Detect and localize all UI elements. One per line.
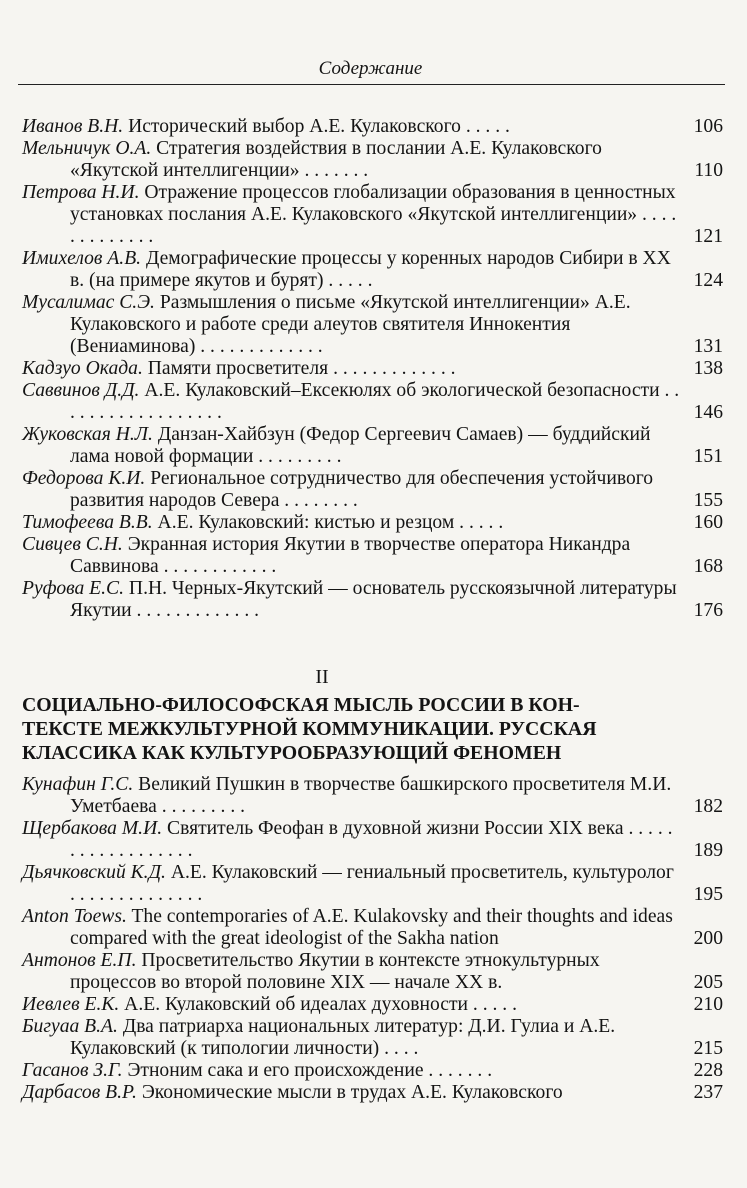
entry-page-number: 131 [693, 336, 723, 357]
section-title [22, 693, 722, 765]
entry-page-number: 106 [693, 116, 723, 137]
dot-leader: . . . . . [323, 270, 373, 291]
entry-title: Демографические процессы у коренных народов Сибири в XX в. (на примере якутов и бурят) [70, 248, 671, 291]
entry-author: Иевлев Е.К. [22, 994, 120, 1015]
entry-page-number: 146 [693, 402, 723, 423]
entry-title: А.Е. Кулаковский–Ексекюлях об экологической безопасности [144, 380, 660, 401]
toc-part-2 [22, 774, 723, 1104]
toc-entry [22, 468, 723, 512]
entry-author: Руфова Е.С. [22, 578, 125, 599]
dot-leader: . . . . . . . [299, 160, 369, 181]
toc-entry [22, 578, 723, 622]
dot-leader: . . . . . . . . . . . . [158, 556, 277, 577]
entry-title: Памяти просветителя [147, 358, 329, 379]
entry-author: Дарбасов В.Р. [22, 1082, 137, 1103]
entry-author: Жуковская Н.Л. [22, 424, 153, 445]
entry-author: Петрова Н.И. [22, 182, 140, 203]
entry-author: Гасанов З.Г. [22, 1060, 123, 1081]
dot-leader: . . . . . . . . . . . . . . [70, 884, 203, 905]
toc-entry [22, 380, 723, 424]
entry-author: Иванов В.Н. [22, 116, 124, 137]
toc-entry [22, 138, 723, 182]
entry-author: Кунафин Г.С. [22, 774, 134, 795]
entry-author: Саввинов Д.Д. [22, 380, 140, 401]
entry-title: Региональное сотрудничество для обеспечения устойчивого развития народов Севера [70, 468, 654, 511]
entry-page-number: 110 [694, 160, 723, 181]
section-title-line: КЛАССИКА КАК КУЛЬТУРООБРАЗУЮЩИЙ ФЕНОМЕН [22, 742, 562, 764]
entry-author: Дьячковский К.Д. [22, 862, 166, 883]
entry-page-number: 151 [693, 446, 723, 467]
toc-part-1 [22, 116, 723, 622]
dot-leader: . . . . . [454, 512, 504, 533]
entry-title: Исторический выбор А.Е. Кулаковского [128, 116, 461, 137]
entry-author: Кадзуо Окада. [22, 358, 143, 379]
entry-page-number: 168 [693, 556, 723, 577]
entry-author: Федорова К.И. [22, 468, 146, 489]
entry-page-number: 176 [693, 600, 723, 621]
toc-entry [22, 994, 723, 1016]
dot-leader: . . . . . . . [423, 1060, 493, 1081]
entry-title: Отражение процессов глобализации образования в ценностных установках послания А.Е. Кулаковского «Якутской интеллигенции» [70, 182, 676, 225]
entry-title: Два патриарха национальных литератур: Д.И. Гулиа и А.Е. Кулаковский (к типологии личности) [70, 1016, 616, 1059]
dot-leader: . . . . . . . . . . . . . [131, 600, 260, 621]
toc-entry [22, 950, 723, 994]
toc-entry [22, 424, 723, 468]
entry-author: Мусалимас С.Э. [22, 292, 155, 313]
toc-entry [22, 1082, 723, 1104]
entry-title: Великий Пушкин в творчестве башкирского просветителя М.И. Уметбаева [70, 774, 672, 817]
toc-entry [22, 182, 723, 248]
entry-author: Антонов Е.П. [22, 950, 137, 971]
dot-leader: . . . . . . . . . . . . . . . . . . [70, 818, 673, 861]
toc-entry [22, 1016, 723, 1060]
entry-title: П.Н. Черных-Якутский — основатель русскоязычной литературы Якутии [70, 578, 677, 621]
toc-entry [22, 512, 723, 534]
dot-leader: . . . . . . . . . [253, 446, 342, 467]
dot-leader: . . . . . [460, 116, 510, 137]
entry-page-number: 210 [693, 994, 723, 1015]
entry-author: Сивцев С.Н. [22, 534, 123, 555]
toc-entry [22, 774, 723, 818]
entry-author: Бигуаа В.А. [22, 1016, 118, 1037]
entry-title: Данзан-Хайбзун (Федор Сергеевич Самаев) — буддийский лама новой формации [70, 424, 651, 467]
entry-author: Имихелов А.В. [22, 248, 142, 269]
entry-title: Стратегия воздействия в послании А.Е. Кулаковского «Якутской интеллигенции» [70, 138, 602, 181]
header-rule [18, 84, 725, 85]
entry-title: The contemporaries of A.E. Kulakovsky and their thoughts and ideas compared with the great ideologist of the Sakha nation [70, 906, 673, 949]
entry-page-number: 138 [693, 358, 723, 379]
entry-title: Этноним сака и его происхождение [127, 1060, 424, 1081]
entry-page-number: 215 [693, 1038, 723, 1059]
entry-page-number: 189 [693, 840, 723, 861]
dot-leader: . . . . . . . . . [156, 796, 246, 817]
entry-title: А.Е. Кулаковский об идеалах духовности [124, 994, 469, 1015]
entry-page-number: 237 [693, 1082, 723, 1103]
entry-page-number: 205 [693, 972, 723, 993]
entry-page-number: 160 [693, 512, 723, 533]
toc-entry [22, 534, 723, 578]
toc-entry [22, 116, 723, 138]
entry-page-number: 228 [693, 1060, 723, 1081]
section-title-line: ТЕКСТЕ МЕЖКУЛЬТУРНОЙ КОММУНИКАЦИИ. РУССКАЯ [22, 718, 597, 740]
entry-page-number: 121 [693, 226, 723, 247]
entry-page-number: 195 [693, 884, 723, 905]
toc-entry [22, 906, 723, 950]
toc-entry [22, 1060, 723, 1082]
entry-title: А.Е. Кулаковский — гениальный просветитель, культуролог [170, 862, 674, 883]
dot-leader: . . . . [379, 1038, 419, 1059]
entry-title: А.Е. Кулаковский: кистью и резцом [157, 512, 455, 533]
section-number: II [315, 666, 329, 688]
toc-entry [22, 248, 723, 292]
entry-page-number: 200 [693, 928, 723, 949]
dot-leader: . . . . . [468, 994, 517, 1015]
running-header: Содержание [318, 58, 423, 79]
toc-entry [22, 292, 723, 358]
entry-title: Экранная история Якутии в творчестве оператора Никандра Саввинова [70, 534, 631, 577]
toc-entry [22, 358, 723, 380]
entry-author: Тимофеева В.В. [22, 512, 153, 533]
entry-page-number: 155 [693, 490, 723, 511]
entry-title: Святитель Феофан в духовной жизни России XIX века [167, 818, 624, 839]
entry-author: Щербакова М.И. [22, 818, 163, 839]
section-title-line: СОЦИАЛЬНО-ФИЛОСОФСКАЯ МЫСЛЬ РОССИИ В КОН- [22, 694, 580, 716]
entry-title: Размышления о письме «Якутской интеллигенции» А.Е. Кулаковского и работе среди алеутов святителя Иннокентия (Вениаминова) [70, 292, 631, 357]
toc-entry [22, 862, 723, 906]
entry-page-number: 124 [693, 270, 723, 291]
entry-author: Мельничук О.А. [22, 138, 152, 159]
dot-leader: . . . . . . . . [279, 490, 358, 511]
entry-title: Просветительство Якутии в контексте этнокультурных процессов во второй половине XIX — начале XX в. [70, 950, 600, 993]
dot-leader: . . . . . . . . . . . . . [70, 204, 677, 247]
dot-leader: . . . . . . . . . . . . . [328, 358, 456, 379]
entry-page-number: 182 [693, 796, 723, 817]
entry-author: Anton Toews. [22, 906, 127, 927]
entry-title: Экономические мысли в трудах А.Е. Кулаковского [141, 1082, 563, 1103]
dot-leader: . . . . . . . . . . . . . [195, 336, 323, 357]
toc-entry [22, 818, 723, 862]
dot-leader: . . . . . . . . . . . . . . . . . . [70, 380, 680, 423]
